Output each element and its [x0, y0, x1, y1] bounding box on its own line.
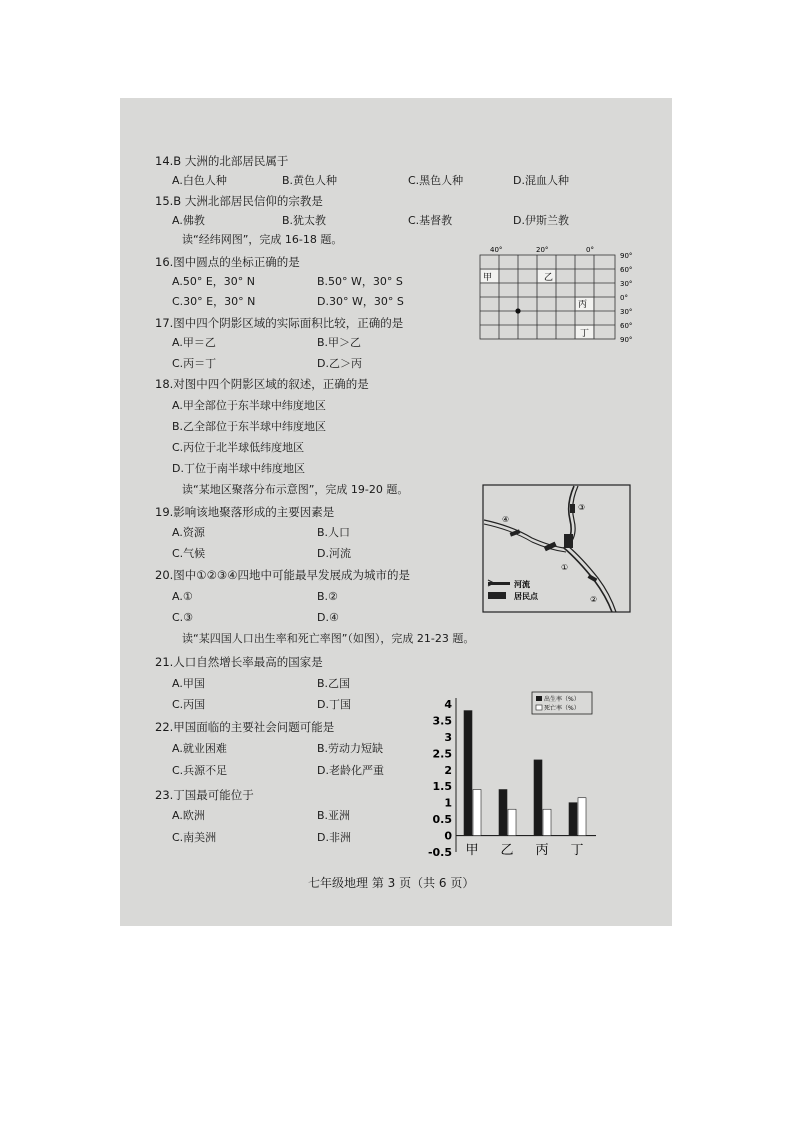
birth-rate-bar-3 [569, 803, 577, 836]
y-tick-label: 2.5 [432, 747, 452, 761]
q18-option-d: D.丁位于南半球中纬度地区 [172, 462, 305, 475]
region-jia-label: 甲 [483, 273, 493, 283]
q15-option-c: C.基督教 [408, 214, 453, 227]
legend-settlement-label: 居民点 [514, 592, 538, 601]
q20-stem: 20.图中①②③④四地中可能最早发展成为城市的是 [155, 568, 411, 582]
y-tick-label: -0.5 [427, 846, 452, 859]
reading-instruction-3: 读“某四国人口出生率和死亡率图”（如图），完成 21-23 题。 [182, 632, 475, 645]
point-1-label: ① [561, 563, 569, 572]
point-2-label: ② [590, 595, 598, 604]
y-tick-label: 1 [444, 796, 452, 810]
settlement-block [570, 504, 575, 513]
q23-option-a: A.欧洲 [172, 809, 205, 822]
x-category-label: 丁 [570, 843, 584, 858]
q18-option-c: C.丙位于北半球低纬度地区 [172, 441, 305, 454]
reading-instruction-2: 读“某地区聚落分布示意图”，完成 19-20 题。 [182, 483, 409, 496]
q19-option-c: C.气候 [172, 547, 206, 560]
q14-option-d: D.混血人种 [513, 174, 569, 187]
lat-label-0: 0° [620, 294, 628, 302]
q19-stem: 19.影响该地聚落形成的主要因素是 [155, 505, 335, 519]
y-tick-label: 3 [444, 730, 452, 744]
q19-option-b: B.人口 [317, 526, 351, 539]
q20-option-a: A.① [172, 590, 193, 603]
birth-rate-bar-2 [534, 760, 542, 836]
birth-rate-bar-1 [499, 790, 507, 836]
q23-option-d: D.非洲 [317, 831, 351, 844]
q21-stem: 21.人口自然增长率最高的国家是 [155, 655, 323, 669]
q22-option-b: B.劳动力短缺 [317, 742, 384, 755]
q22-option-d: D.老龄化严重 [317, 764, 384, 777]
q15-stem: 15.B 大洲北部居民信仰的宗教是 [155, 194, 323, 208]
lon-label-40: 40° [490, 246, 503, 254]
x-category-label: 乙 [500, 843, 514, 858]
q22-stem: 22.甲国面临的主要社会问题可能是 [155, 720, 335, 734]
exam-page [120, 98, 672, 926]
reading-instruction-1: 读“经纬网图”，完成 16-18 题。 [182, 233, 343, 246]
q22-option-a: A.就业困难 [172, 742, 227, 755]
q16-stem: 16.图中圆点的坐标正确的是 [155, 255, 300, 269]
region-bing-label: 丙 [578, 300, 588, 310]
coordinate-dot [515, 308, 520, 313]
q21-option-d: D.丁国 [317, 698, 351, 711]
q17-option-c: C.丙＝丁 [172, 357, 217, 370]
q15-option-d: D.伊斯兰教 [513, 214, 569, 227]
lon-label-0: 0° [586, 246, 594, 254]
q14-option-b: B.黄色人种 [282, 174, 338, 187]
y-tick-label: 3.5 [432, 714, 452, 728]
q18-stem: 18.对图中四个阴影区域的叙述，正确的是 [155, 377, 369, 391]
birth-death-rate-chart [420, 686, 600, 864]
q20-option-d: D.④ [317, 611, 339, 624]
q17-option-b: B.甲＞乙 [317, 336, 362, 349]
chart-legend [532, 692, 592, 714]
lat-long-grid-map [472, 243, 652, 345]
q15-option-b: B.犹太教 [282, 214, 327, 227]
y-tick-label: 2 [444, 763, 452, 777]
region-ding-label: 丁 [580, 329, 590, 339]
legend-birth-swatch [536, 696, 542, 701]
settlement-distribution-map [482, 484, 632, 614]
lat-label-90n: 90° [620, 252, 633, 260]
q20-option-b: B.② [317, 590, 338, 603]
y-tick-label: 0 [444, 829, 452, 843]
lat-label-60s: 60° [620, 322, 633, 330]
q16-option-d: D.30° W，30° S [317, 295, 404, 308]
legend-death-label: 死亡率（%） [544, 705, 580, 712]
x-category-label: 甲 [465, 843, 479, 858]
lat-label-30n: 30° [620, 280, 633, 288]
point-3-label: ③ [578, 503, 586, 512]
bars-group [464, 711, 586, 836]
death-rate-bar-2 [543, 809, 551, 835]
y-tick-label: 0.5 [432, 813, 452, 827]
q18-option-a: A.甲全部位于东半球中纬度地区 [172, 399, 326, 412]
q19-option-d: D.河流 [317, 547, 351, 560]
death-rate-bar-0 [473, 790, 481, 836]
page-footer: 七年级地理 第 3 页（共 6 页） [308, 876, 475, 890]
q14-stem: 14.B 大洲的北部居民属于 [155, 154, 289, 168]
legend-birth-label: 出生率（%） [544, 696, 580, 703]
lat-label-90s: 90° [620, 336, 633, 344]
death-rate-bar-3 [578, 798, 586, 836]
region-yi-label: 乙 [544, 273, 554, 283]
y-tick-label: 1.5 [432, 780, 452, 794]
x-axis-labels [465, 843, 583, 858]
q14-option-a: A.白色人种 [172, 174, 227, 187]
q21-option-b: B.乙国 [317, 677, 351, 690]
q20-option-c: C.③ [172, 611, 194, 624]
q19-option-a: A.资源 [172, 526, 205, 539]
q23-option-c: C.南美洲 [172, 831, 217, 844]
q23-stem: 23.丁国最可能位于 [155, 788, 254, 802]
y-tick-label: 4 [444, 698, 452, 711]
q16-option-c: C.30° E，30° N [172, 295, 256, 308]
q14-option-c: C.黑色人种 [408, 174, 464, 187]
death-rate-bar-1 [508, 809, 516, 835]
lon-label-20: 20° [536, 246, 549, 254]
q17-option-a: A.甲＝乙 [172, 336, 216, 349]
lat-label-30s: 30° [620, 308, 633, 316]
point-4-label: ④ [502, 515, 510, 524]
q18-option-b: B.乙全部位于东半球中纬度地区 [172, 420, 327, 433]
q23-option-b: B.亚洲 [317, 809, 351, 822]
q21-option-a: A.甲国 [172, 677, 205, 690]
q22-option-c: C.兵源不足 [172, 764, 228, 777]
q21-option-c: C.丙国 [172, 698, 206, 711]
legend-river-label: 河流 [514, 580, 530, 589]
lat-label-60n: 60° [620, 266, 633, 274]
legend-death-swatch [536, 705, 542, 710]
settlement-block-large [564, 534, 573, 548]
x-category-label: 丙 [535, 843, 549, 858]
q16-option-b: B.50° W，30° S [317, 275, 403, 288]
birth-rate-bar-0 [464, 711, 472, 836]
q17-option-d: D.乙＞丙 [317, 357, 362, 370]
q17-stem: 17.图中四个阴影区域的实际面积比较，正确的是 [155, 316, 404, 330]
q16-option-a: A.50° E，30° N [172, 275, 255, 288]
q15-option-a: A.佛教 [172, 214, 205, 227]
